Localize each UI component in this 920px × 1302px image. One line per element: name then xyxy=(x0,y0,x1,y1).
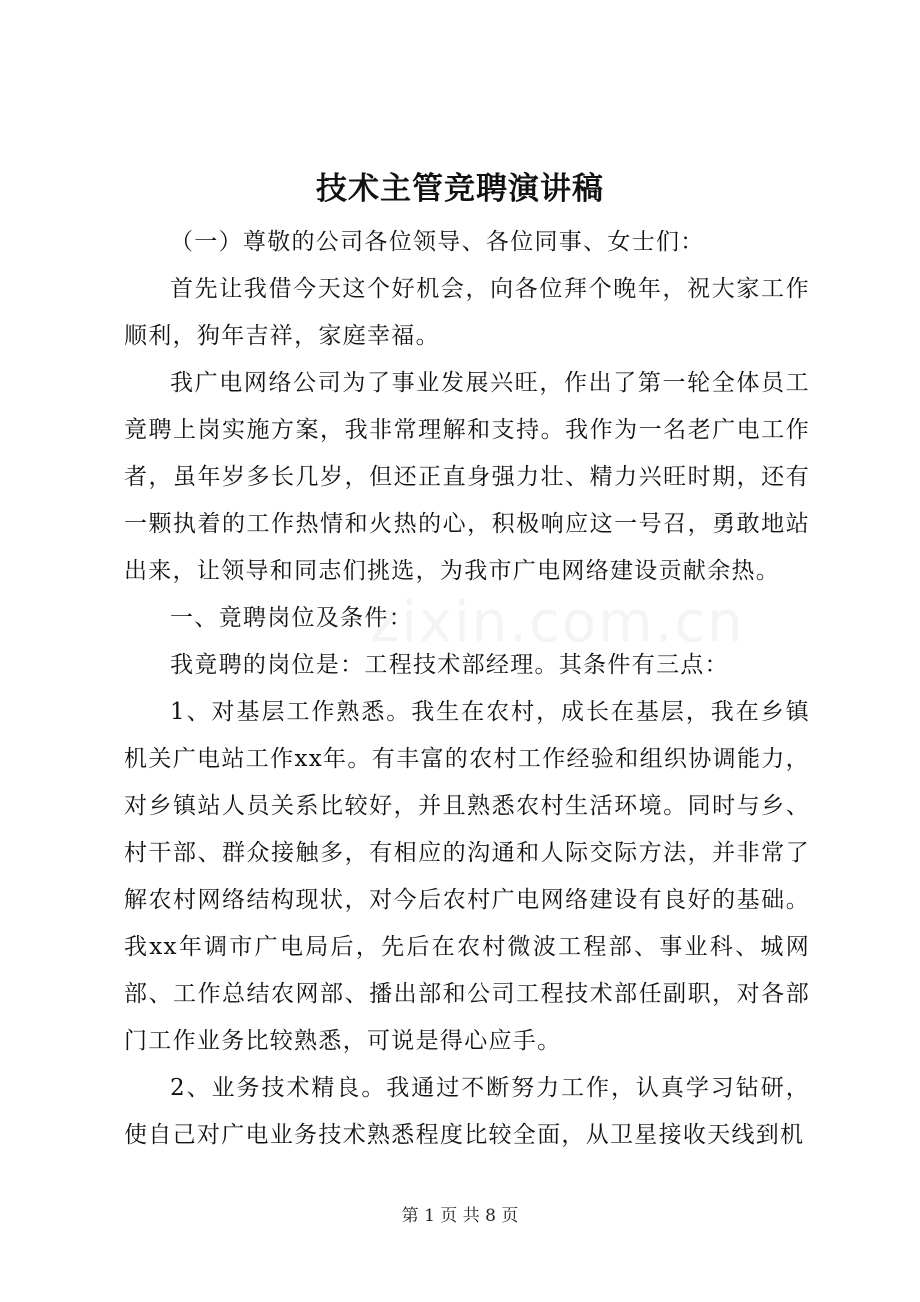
document-body xyxy=(124,219,810,1159)
intro-paragraph: 我广电网络公司为了事业发展兴旺，作出了第一轮全体员工竟聘上岗实施方案，我非常理解和支持。我作为一名老广电工作者，虽年岁多长几岁，但还正直身强力壮、精力兴旺时期，还有一颗执着的工作热情和火热的心，积极响应这一号召，勇敢地站出来，让领导和同志们挑选，为我市广电网络建设贡献余热。 xyxy=(124,370,810,584)
position-paragraph: 我竟聘的岗位是：工程技术部经理。其条件有三点： xyxy=(170,652,729,678)
watermark: zixin.com.cn xyxy=(370,590,745,655)
condition-2-paragraph: 2、业务技术精良。我通过不断努力工作，认真学习钻研，使自己对广电业务技术熟悉程度比较全面，从卫星接收天线到机 xyxy=(124,1075,810,1148)
document-title: 技术主管竞聘演讲稿 xyxy=(316,171,604,207)
greeting-paragraph: （一）尊敬的公司各位领导、各位同事、女士们： xyxy=(170,229,705,255)
opening-paragraph: 首先让我借今天这个好机会，向各位拜个晚年，祝大家工作顺利，狗年吉祥，家庭幸福。 xyxy=(124,276,810,349)
section-heading: 一、竟聘岗位及条件： xyxy=(170,605,413,631)
page-footer: 第 1 页 共 8 页 xyxy=(401,1206,519,1226)
condition-1-paragraph: 1、对基层工作熟悉。我生在农村，成长在基层，我在乡镇机关广电站工作xx年。有丰富的农村工作经验和组织协调能力，对乡镇站人员关系比较好，并且熟悉农村生活环境。同时与乡、村干部、群众接触多，有相应的沟通和人际交际方法，并非常了解农村网络结构现状，对今后农村广电网络建设有良好的基础。我xx年调市广电局后，先后在农村微波工程部、事业科、城网部、工作总结农网部、播出部和公司工程技术部任副职，对各部门工作业务比较熟悉，可说是得心应手。 xyxy=(124,699,810,1054)
